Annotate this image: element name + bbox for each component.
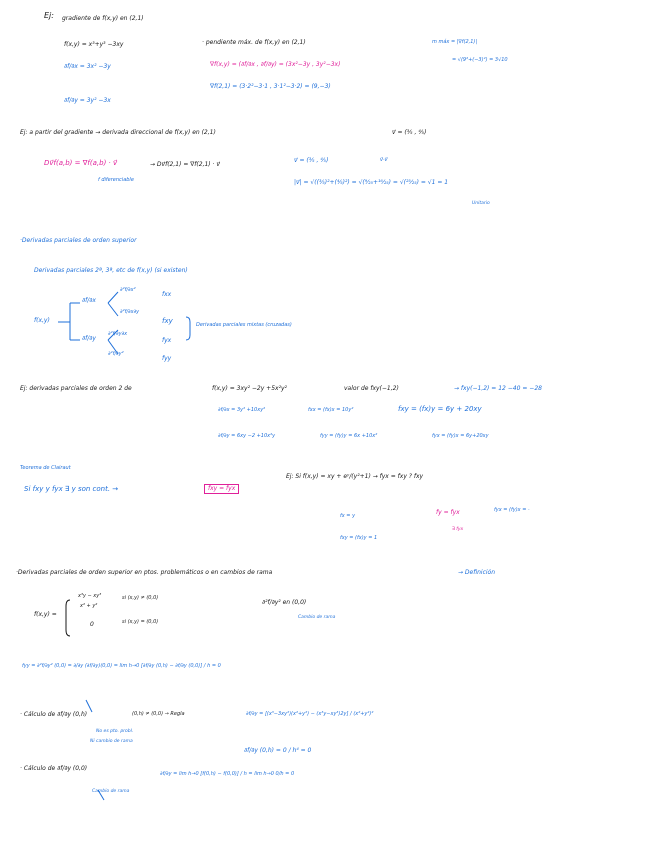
sec7-result: ∂f/∂y (0,h) = 0 / h⁴ = 0	[244, 747, 312, 754]
sec7-calc1: · Cálculo de ∂f/∂y (0,h)	[20, 711, 88, 718]
sec6-d2: ∂²f/∂y² en (0,0)	[262, 599, 307, 606]
sec6-case1-num: x³y − xy³	[78, 593, 102, 599]
sec4-title: Ej: derivadas parciales de orden 2 de	[20, 385, 132, 392]
sec3-fyx: fyx	[162, 337, 172, 344]
sec5-fy: fy = fyx	[436, 509, 460, 516]
sec4-fy: ∂f/∂y = 6xy −2 +10x²y	[218, 433, 276, 439]
sec5-clairaut-box: fxy = fyx	[204, 484, 239, 494]
sec3-fyx-d: ∂²f/∂y∂x	[108, 331, 128, 337]
sec6-title: ·Derivadas parciales de orden superior en ptos. problemáticos o en cambios de rama	[16, 569, 273, 576]
sec6-fyy: fyy = ∂²f/∂y² (0,0) = ∂/∂y (∂f/∂y)(0,0) = lim h→0 [∂f/∂y (0,h) − ∂f/∂y (0,0)] / h = 0	[22, 663, 221, 669]
sec4-fxx: fxx = (fx)x = 10y²	[308, 407, 354, 413]
sec3-fyy-d: ∂²f/∂y²	[108, 351, 124, 357]
sec5-statement: Si fxy y fyx ∃ y son cont. →	[24, 485, 119, 493]
sec7-condition: (0,h) ≠ (0,0) → Regla	[132, 711, 185, 717]
sec1-mmax-line2: = √(9²+(−3)²) = 3√10	[452, 57, 508, 63]
ej-label-1: Ej:	[44, 11, 54, 20]
sec4-fyx: fyx = (fy)x = 6y+20xy	[432, 433, 489, 439]
sec1-pendiente-title: · pendiente máx. de f(x,y) en (2,1)	[202, 39, 306, 46]
sec3-fxx-d: ∂²f/∂x²	[120, 287, 136, 293]
sec3-mixed-note: Derivadas parciales mixtas (cruzadas)	[196, 322, 292, 328]
sec3-fxx: fxx	[162, 291, 172, 298]
sec4-result: → fxy(−1,2) = 12 −40 = −28	[454, 385, 542, 392]
sec2-unitario: Unitario	[472, 201, 490, 206]
sec2-norm: |v⃗| = √((³⁄₅)²+(⁴⁄₅)²) = √(⁹⁄₂₅+¹⁶⁄₂₅) = √(²⁵⁄₂₅) = √1 = 1	[294, 179, 449, 186]
sec6-cambio-rama: Cambio de rama	[298, 615, 336, 620]
sec5-title: Teorema de Clairaut	[20, 465, 71, 471]
sec5-nexists: ∃ fyx	[452, 527, 464, 532]
sec5-fxy: fxy = (fx)y = 1	[340, 535, 378, 541]
sec1-gradient-def: ∇f(x,y) = (∂f/∂x , ∂f/∂y) = (3x²−3y , 3y²−3x)	[210, 61, 341, 68]
sec5-fx: fx = y	[340, 513, 356, 519]
sec6-f: f(x,y) =	[34, 611, 57, 618]
sec3-fy: ∂f/∂y	[82, 335, 96, 342]
sec5-ej: Ej: Si f(x,y) = xy + eʸ/(y²+1) → fyx = fxy ? fxy	[286, 473, 424, 480]
sec3-fx: ∂f/∂x	[82, 297, 96, 304]
sec7-formula: ∂f/∂y = [(x³−3xy²)(x²+y²) − (x³y−xy³)2y] / (x²+y²)²	[246, 711, 374, 717]
sec1-title: gradiente de f(x,y) en (2,1)	[62, 15, 144, 22]
sec2-v-repeat: v⃗ = (³⁄₅ , ⁴⁄₅)	[294, 157, 329, 164]
sec5-eq: fyx = (fy)x = ·	[494, 507, 530, 513]
sec7-note3: Cambio de rama	[92, 789, 130, 794]
sec3-fyy: fyy	[162, 355, 172, 362]
sec3-title: ·Derivadas parciales de orden superior	[20, 237, 137, 244]
sec3-fxy: fxy	[162, 317, 173, 325]
sec2-dv-apply: → Dv⃗f(2,1) = ∇f(2,1) · v⃗	[150, 161, 220, 168]
sec2-vv: v⃗·v⃗	[380, 157, 388, 163]
sec1-gradient-value: ∇f(2,1) = (3·2²−3·1 , 3·1²−3·2) = (9,−3)	[210, 83, 331, 90]
sec7-calc2: · Cálculo de ∂f/∂y (0,0)	[20, 765, 88, 772]
sec4-fx: ∂f/∂x = 3y² +10xy²	[218, 407, 266, 413]
sec1-mmax-line1: m máx = |∇f(2,1)|	[432, 39, 478, 45]
sec7-note2: Ni cambio de rama	[90, 739, 133, 744]
sec4-valor: valor de fxy(−1,2)	[344, 385, 399, 392]
sec6-case1-cond: si (x,y) ≠ (0,0)	[122, 595, 159, 601]
sec2-vector: v⃗ = (³⁄₅ , ⁴⁄₅)	[392, 129, 427, 136]
sec3-subtitle: Derivadas parciales 2ª, 3ª, etc de f(x,y) (si existen)	[34, 267, 188, 274]
sec3-fxy-d: ∂²f/∂x∂y	[120, 309, 140, 315]
sec1-function: f(x,y) = x³+y³ −3xy	[64, 41, 124, 48]
sec3-f: f(x,y)	[34, 317, 50, 324]
sec6-case1-den: x² + y²	[80, 603, 98, 609]
sec4-function: f(x,y) = 3xy² −2y +5x²y²	[212, 385, 287, 392]
sec7-note1: No es pto. probl.	[96, 729, 134, 734]
sec6-definicion: → Definición	[458, 569, 496, 576]
sec2-dv-def: Dv⃗f(a,b) = ∇f(a,b) · v⃗	[44, 159, 118, 167]
sec6-case2-val: 0	[90, 621, 94, 628]
sec1-dfdy: ∂f/∂y = 3y² −3x	[64, 97, 111, 104]
sec1-dfdx: ∂f/∂x = 3x² −3y	[64, 63, 111, 70]
sec6-case2-cond: si (x,y) = (0,0)	[122, 619, 159, 625]
sec2-title: Ej: a partir del gradiente → derivada direccional de f(x,y) en (2,1)	[20, 129, 216, 136]
sec4-fyy: fyy = (fy)y = 6x +10x²	[320, 433, 378, 439]
sec4-fxy: fxy = (fx)y = 6y + 20xy	[398, 405, 482, 413]
sec2-diferenciable: f diferenciable	[98, 177, 134, 183]
sec7-limit: ∂f/∂y = lim h→0 [f(0,h) − f(0,0)] / h = lim h→0 0/h = 0	[160, 771, 295, 777]
